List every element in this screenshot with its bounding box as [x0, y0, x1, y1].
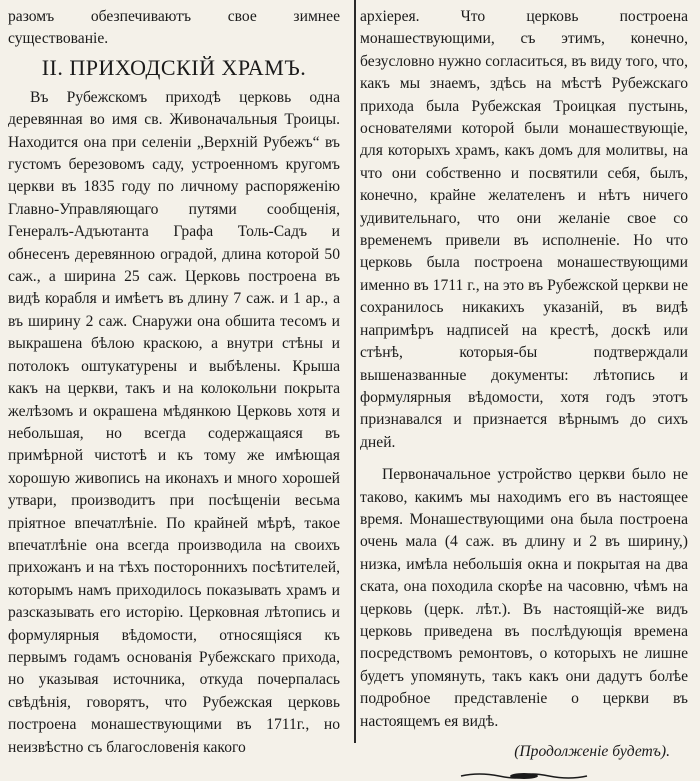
paragraph-main: Въ Рубежскомъ приходѣ церковь одна деревянная во имя св. Живоначальныя Троицы. Находится она при селеніи „Верхній Рубежъ“ въ густомъ березовомъ саду, устроенномъ кругомъ церкви въ 1835 году по личному распоряженію Главно-Управляющаго путями сообщенія, Генералъ-Адъютанта Графа Толь-Садъ и обнесенъ деревянною оградой, длина которой 50 саж., а ширина 25 саж. Церковь построена въ видѣ корабля и имѣетъ въ длину 7 саж. и 1 ар., а въ ширину 2 саж. Снаружи она обшита тесомъ и выкрашена бѣлою краскою, а внутри стѣны и потолокъ оштукатурены и выбѣлены. Крыша какъ на церкви, такъ и на колокольни покрыта желѣзомъ и окрашена мѣдянкою Церковь хотя и небольшая, но всегда содержащаяся въ примѣрной чистотѣ и къ тому же имѣющая хорошую живопись на иконахъ и много хорошей утвари, производитъ при посѣщеніи весьма пріятное впечатлѣніе. По крайней мѣрѣ, такое впечатлѣніе она всегда производила на своихъ прихожанъ и на тѣхъ постороннихъ посѣтителей, которымъ намъ приходилось показывать храмъ и разсказывать его исторію. Церковная лѣтопись и формулярныя вѣдомости, относящіяся къ первымъ годамъ основанія Рубежскаго прихода, но указывая источника, откуда почерпалась свѣдѣнія, говорятъ, что Рубежская церковь построена монашествующими въ 1711г., но неизвѣстно съ благословенія какого [8, 88, 340, 756]
paragraph-top: разомъ обезпечиваютъ свое зимнее существованіе. [8, 8, 340, 48]
section-heading: II. ПРИХОДСКІЙ ХРАМЪ. [41, 54, 307, 80]
paragraph-continuation: архіерея. Что церковь построена монашествующими, съ этимъ, конечно, безусловно нужно согласиться, въ виду того, что, какъ мы знаемъ, здѣсь на мѣстѣ Рубежскаго прихода была Рубежская Троицкая пустынь, основателями которой были монашествующіе, для которыхъ храмъ, какъ домъ для молитвы, на что они собственно и посвятили себя, былъ, конечно, крайне желателенъ и нѣтъ ничего удивительнаго, что они желаніе свое со временемъ привели въ исполненіе. Но что церковь была построена монашествующими именно въ 1711 г., на это въ Рубежской церкви не сохранилось никакихъ указаній, въ видѣ напримѣръ надписей на крестѣ, доскѣ или стѣнѣ, которыя-бы подтверждали вышеназванные документы: лѣтопись и формулярныя вѣдомости, хотя годъ этотъ признавался и признается вѣрнымъ до сихъ дней. [360, 8, 688, 451]
left-column [8, 6, 348, 756]
column-divider [354, 0, 356, 743]
right-column [348, 6, 688, 760]
paragraph-second: Первоначальное устройство церкви было не таково, какимъ мы находимъ его въ настоящее время. Монашествующими она была построена очень мала (4 саж. въ длину и 2 въ ширину,) низка, имѣла небольшія окна и покрытая на два ската, она походила скорѣе на часовню, чѣмъ на церковь (церк. лѣт.). Въ настоящій-же видъ церковь приведена въ послѣдующія времена посредствомъ ремонтовъ, о которыхъ не лишне будетъ упомянуть, такъ какъ они дадутъ болѣе подробное представленіе о церкви въ настоящемъ ея видѣ. [360, 466, 688, 730]
ornament-rule-icon [459, 771, 589, 781]
continued-note: (Продолженіе будетъ). [514, 743, 670, 760]
